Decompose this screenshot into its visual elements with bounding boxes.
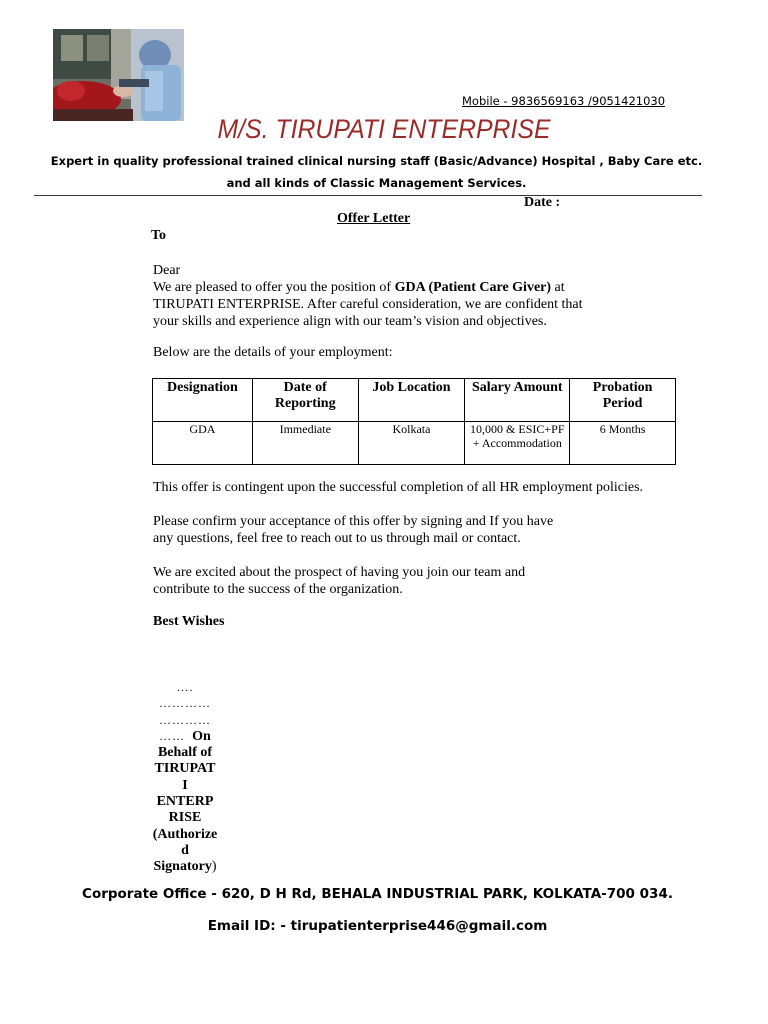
signature-dots: ………… — [159, 696, 211, 711]
table-row — [153, 422, 676, 465]
header-photo — [53, 29, 184, 121]
table-cell: 10,000 & ESIC+PF + Accommodation — [465, 422, 570, 465]
column-header: Probation Period — [570, 379, 676, 422]
signatory-company: TIRUPAT — [154, 761, 216, 777]
confirm-line-2: any questions, feel free to reach out to us through mail or contact. — [153, 531, 521, 546]
confirm-line-1: Please confirm your acceptance of this offer by signing and If you have — [153, 514, 554, 529]
intro-line-1: We are pleased to offer you the position of GDA (Patient Care Giver) at — [153, 280, 565, 295]
signature-block — [152, 679, 218, 876]
signatory-role: d — [181, 842, 189, 858]
mobile-number: Mobile - 9836569163 /9051421030 — [462, 94, 666, 108]
company-name: M/S. TIRUPATI ENTERPRISE — [217, 114, 551, 144]
offer-letter-title: Offer Letter — [337, 211, 411, 226]
table-header-row — [153, 379, 676, 422]
table-cell: Immediate — [252, 422, 358, 465]
on-behalf-label: On — [192, 728, 211, 744]
signatory-role: Signatory — [153, 859, 212, 875]
signatory-company: I — [182, 777, 188, 793]
signature-dots: …… — [159, 728, 186, 743]
column-header: Salary Amount — [465, 379, 570, 422]
closing: Best Wishes — [153, 614, 225, 629]
excited-line-1: We are excited about the prospect of having you join our team and — [153, 565, 526, 580]
intro-line-3: your skills and experience align with our team’s vision and objectives. — [153, 314, 547, 329]
tagline-line-1: Expert in quality professional trained clinical nursing staff (Basic/Advance) Hospital , Baby Care etc. — [50, 154, 703, 168]
excited-line-2: contribute to the success of the organization. — [153, 582, 403, 597]
column-header: Job Location — [358, 379, 465, 422]
on-behalf-label: Behalf of — [157, 745, 213, 761]
to-label: To — [151, 228, 167, 243]
salutation: Dear — [153, 263, 181, 278]
column-header: Designation — [153, 379, 253, 422]
employment-details-table — [152, 378, 676, 465]
signature-dots: …. — [176, 680, 194, 694]
table-cell: 6 Months — [570, 422, 676, 465]
table-cell: GDA — [153, 422, 253, 465]
position-title: GDA (Patient Care Giver) — [394, 280, 552, 295]
details-intro: Below are the details of your employment: — [153, 345, 393, 360]
header-divider — [34, 195, 702, 196]
signatory-role: ) — [211, 859, 217, 875]
intro-line-2: TIRUPATI ENTERPRISE. After careful consideration, we are confident that — [153, 297, 583, 312]
signature-dots: ………… — [159, 712, 211, 727]
contingent-text: This offer is contingent upon the successful completion of all HR employment policies. — [153, 480, 644, 495]
email-address: Email ID: - tirupatienterprise446@gmail.com — [207, 918, 548, 934]
signatory-company: RISE — [168, 810, 202, 826]
tagline-line-2: and all kinds of Classic Management Services. — [226, 176, 527, 190]
corporate-office-address: Corporate Office - 620, D H Rd, BEHALA INDUSTRIAL PARK, KOLKATA-700 034. — [82, 886, 673, 902]
signatory-company: ENTERP — [156, 794, 214, 810]
column-header: Date of Reporting — [252, 379, 358, 422]
table-cell: Kolkata — [358, 422, 465, 465]
date-label: Date : — [524, 195, 561, 210]
signatory-role: (Authorize — [152, 826, 218, 842]
